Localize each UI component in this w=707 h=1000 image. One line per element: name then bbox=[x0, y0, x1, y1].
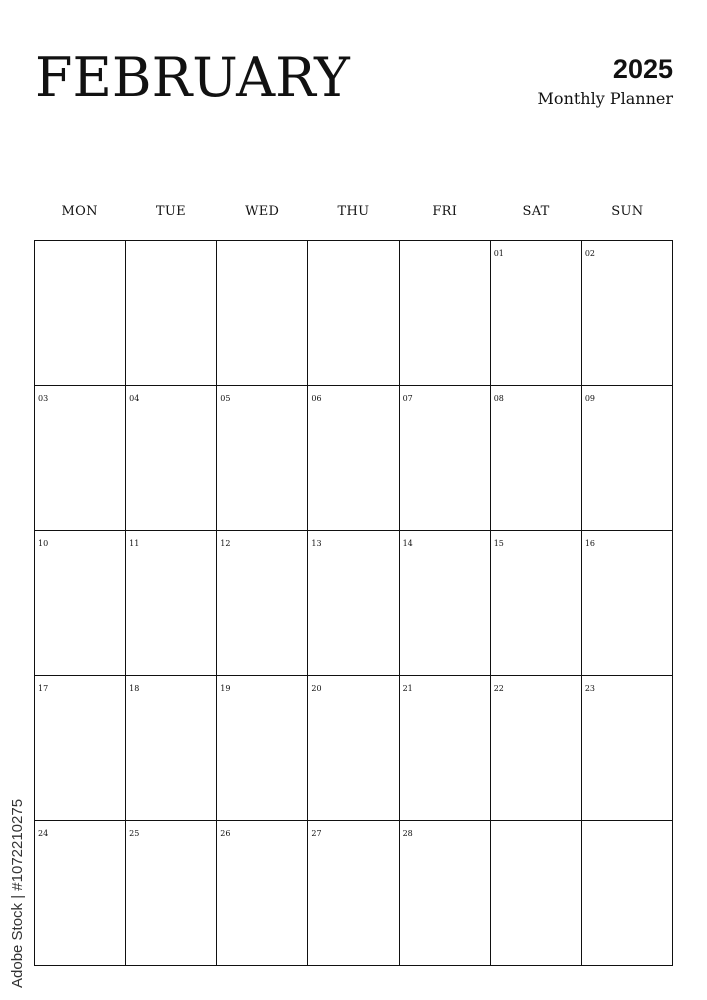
weekday-sat: SAT bbox=[522, 204, 550, 219]
day-cell[interactable] bbox=[35, 676, 126, 821]
day-cell[interactable] bbox=[217, 531, 308, 676]
weekday-header-row bbox=[34, 204, 673, 220]
day-cell[interactable] bbox=[582, 531, 673, 676]
day-number: 02 bbox=[584, 249, 596, 258]
day-cell[interactable] bbox=[308, 241, 399, 386]
weekday-mon: MON bbox=[61, 204, 98, 219]
day-number: 20 bbox=[311, 684, 322, 693]
day-number: 07 bbox=[402, 394, 413, 403]
day-number: 05 bbox=[220, 394, 231, 403]
day-cell[interactable] bbox=[217, 386, 308, 531]
day-number: 24 bbox=[38, 829, 49, 838]
day-cell[interactable] bbox=[400, 821, 491, 966]
day-number: 11 bbox=[129, 539, 140, 548]
day-number: 23 bbox=[584, 684, 596, 693]
day-cell[interactable] bbox=[308, 386, 399, 531]
day-cell[interactable] bbox=[217, 676, 308, 821]
calendar-grid bbox=[34, 240, 673, 966]
day-number: 03 bbox=[38, 394, 49, 403]
day-number: 25 bbox=[129, 829, 140, 838]
day-cell[interactable] bbox=[35, 241, 126, 386]
day-number: 26 bbox=[220, 829, 231, 838]
day-cell[interactable] bbox=[126, 676, 217, 821]
day-cell[interactable] bbox=[491, 821, 582, 966]
day-number: 19 bbox=[220, 684, 231, 693]
day-cell[interactable] bbox=[35, 386, 126, 531]
stock-watermark bbox=[5, 758, 31, 988]
day-cell[interactable] bbox=[126, 531, 217, 676]
day-cell[interactable] bbox=[308, 821, 399, 966]
day-cell[interactable] bbox=[400, 531, 491, 676]
day-number: 12 bbox=[220, 539, 231, 548]
day-number: 04 bbox=[129, 394, 140, 403]
day-cell[interactable] bbox=[126, 386, 217, 531]
day-cell[interactable] bbox=[491, 676, 582, 821]
day-number: 28 bbox=[402, 829, 413, 838]
day-cell[interactable] bbox=[217, 821, 308, 966]
day-number: 13 bbox=[311, 539, 322, 548]
weekday-tue: TUE bbox=[155, 204, 186, 219]
year-label: 2025 bbox=[612, 54, 673, 84]
day-number: 09 bbox=[584, 394, 596, 403]
day-cell[interactable] bbox=[308, 676, 399, 821]
day-number: 22 bbox=[493, 684, 504, 693]
day-number: 08 bbox=[493, 394, 504, 403]
day-number: 14 bbox=[402, 539, 413, 548]
day-cell[interactable] bbox=[582, 386, 673, 531]
day-cell[interactable] bbox=[491, 241, 582, 386]
day-cell[interactable] bbox=[126, 241, 217, 386]
day-number: 21 bbox=[402, 684, 413, 693]
day-number: 06 bbox=[311, 394, 322, 403]
day-cell[interactable] bbox=[35, 821, 126, 966]
day-cell[interactable] bbox=[400, 676, 491, 821]
month-title: FEBRUARY bbox=[35, 46, 350, 109]
day-cell[interactable] bbox=[491, 386, 582, 531]
day-cell[interactable] bbox=[491, 531, 582, 676]
day-cell[interactable] bbox=[582, 821, 673, 966]
day-number: 17 bbox=[38, 684, 49, 693]
day-cell[interactable] bbox=[217, 241, 308, 386]
day-number: 10 bbox=[38, 539, 49, 548]
day-number: 15 bbox=[493, 539, 504, 548]
weekday-wed: WED bbox=[245, 204, 280, 219]
weekday-thu: THU bbox=[337, 204, 370, 219]
day-cell[interactable] bbox=[126, 821, 217, 966]
weekday-fri: FRI bbox=[432, 204, 458, 219]
day-cell[interactable] bbox=[308, 531, 399, 676]
watermark-text: Adobe Stock | #1072210275 bbox=[9, 798, 26, 988]
day-cell[interactable] bbox=[582, 676, 673, 821]
day-cell[interactable] bbox=[582, 241, 673, 386]
day-number: 16 bbox=[584, 539, 596, 548]
weekday-sun: SUN bbox=[611, 204, 644, 219]
day-number: 01 bbox=[493, 249, 504, 258]
day-cell[interactable] bbox=[400, 386, 491, 531]
planner-subtitle: Monthly Planner bbox=[537, 89, 673, 108]
day-cell[interactable] bbox=[400, 241, 491, 386]
day-cell[interactable] bbox=[35, 531, 126, 676]
day-number: 27 bbox=[311, 829, 322, 838]
day-number: 18 bbox=[129, 684, 140, 693]
